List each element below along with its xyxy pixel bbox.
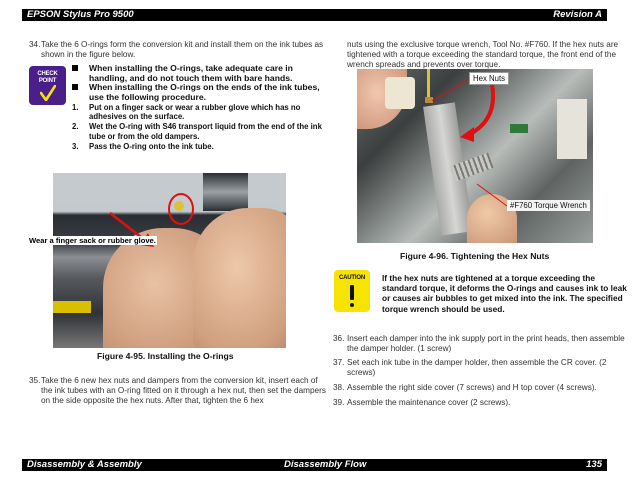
figure-96-photo xyxy=(357,69,593,243)
caution-text: If the hex nuts are tightened at a torque exceeding the standard torque, it deforms the O-rings and causes ink to leak or causes air bubbles to get mixed into the ink. The specified torque wrench should be used. xyxy=(382,273,627,314)
page-footer xyxy=(22,459,607,471)
checkpoint-bullet xyxy=(72,83,332,102)
bullet-square-icon xyxy=(72,84,78,90)
step-text: Insert each damper into the ink supply port in the print heads, then assemble the damper holder. (1 screw) xyxy=(347,334,625,353)
step-34 xyxy=(29,40,329,60)
step-text: Set each ink tube in the damper holder, then assemble the CR cover. (2 screws) xyxy=(347,358,607,377)
exclamation-icon xyxy=(350,285,354,300)
page-header xyxy=(22,9,607,21)
document-title: EPSON Stylus Pro 9500 xyxy=(27,9,134,20)
caution-label: CAUTION xyxy=(339,275,365,281)
step-36 xyxy=(333,334,633,354)
bullet-text: When installing the O-rings on the ends of the ink tubes, use the following procedure. xyxy=(89,82,320,102)
footer-chapter: Disassembly & Assembly xyxy=(27,459,142,470)
step-number: 36. xyxy=(333,334,345,343)
bullet-text: When installing the O-rings, take adequate care in handling, and do not touch them with bare hands. xyxy=(89,63,293,83)
step-number: 37. xyxy=(333,358,345,367)
figure-95-callout: Wear a finger sack or rubber glove. xyxy=(29,236,156,245)
figure-96-caption: Figure 4-96. Tightening the Hex Nuts xyxy=(400,251,550,261)
photo-detail xyxy=(203,173,248,211)
label-torque-wrench: #F760 Torque Wrench xyxy=(507,200,590,211)
arrow-icon xyxy=(108,211,158,251)
substep-text: Put on a finger sack or wear a rubber glove which has no adhesives on the surface. xyxy=(89,102,301,122)
substep-number: 3. xyxy=(72,141,79,151)
substep-3 xyxy=(72,142,332,151)
substep-1 xyxy=(72,103,332,122)
checkpoint-label-2: POINT xyxy=(38,77,57,84)
hand-right xyxy=(193,208,286,348)
step-text: Assemble the right side cover (7 screws) and H top cover (4 screws). xyxy=(347,383,597,392)
checkmark-icon xyxy=(40,85,56,101)
figure-95-photo xyxy=(53,173,286,348)
o-ring xyxy=(174,201,184,211)
substep-2 xyxy=(72,122,332,141)
step-text: Take the 6 new hex nuts and dampers from the conversion kit, insert each of the ink tubes with an O-ring fitted on it through a hex nut, then set the dampers on the side opposite the hex nuts. After that, tighten the 6 hex xyxy=(41,376,326,405)
step-35-continued xyxy=(347,40,637,70)
step-number: 35. xyxy=(29,376,41,385)
step-38 xyxy=(333,383,633,393)
photo-detail xyxy=(53,301,91,313)
step-number: 39. xyxy=(333,398,345,407)
checkpoint-bullet xyxy=(72,64,332,83)
substep-text: Pass the O-ring onto the ink tube. xyxy=(89,141,214,151)
exclamation-dot-icon xyxy=(350,303,354,307)
label-hex-nuts: Hex Nuts xyxy=(469,72,509,85)
substep-text: Wet the O-ring with S46 transport liquid from the end of the ink tube or from the old dampers. xyxy=(89,122,322,141)
revision-label: Revision A xyxy=(553,9,602,20)
bullet-square-icon xyxy=(72,65,78,71)
substep-number: 1. xyxy=(72,102,79,112)
step-text: Take the 6 O-rings form the conversion kit and install them on the ink tubes as shown in the figure below. xyxy=(41,40,324,59)
page-number: 135 xyxy=(586,459,602,470)
footer-section: Disassembly Flow xyxy=(284,459,367,470)
checkpoint-label-1: CHECK xyxy=(37,71,58,77)
step-text: nuts using the exclusive torque wrench, Tool No. #F760. If the hex nuts are tightened with a torque exceeding the standard torque, the front end of the wrench spreads and prevents over torque. xyxy=(347,40,619,69)
leader-lines xyxy=(357,69,593,243)
figure-95-caption: Figure 4-95. Installing the O-rings xyxy=(97,351,234,361)
step-37 xyxy=(333,358,633,378)
step-39 xyxy=(333,398,633,408)
checkpoint-notes xyxy=(72,64,332,151)
checkpoint-icon xyxy=(29,66,66,105)
caution-icon xyxy=(334,270,370,312)
substep-number: 2. xyxy=(72,122,79,132)
step-text: Assemble the maintenance cover (2 screws). xyxy=(347,398,511,407)
step-number: 38. xyxy=(333,383,345,392)
step-35 xyxy=(29,376,329,406)
step-number: 34. xyxy=(29,40,41,49)
